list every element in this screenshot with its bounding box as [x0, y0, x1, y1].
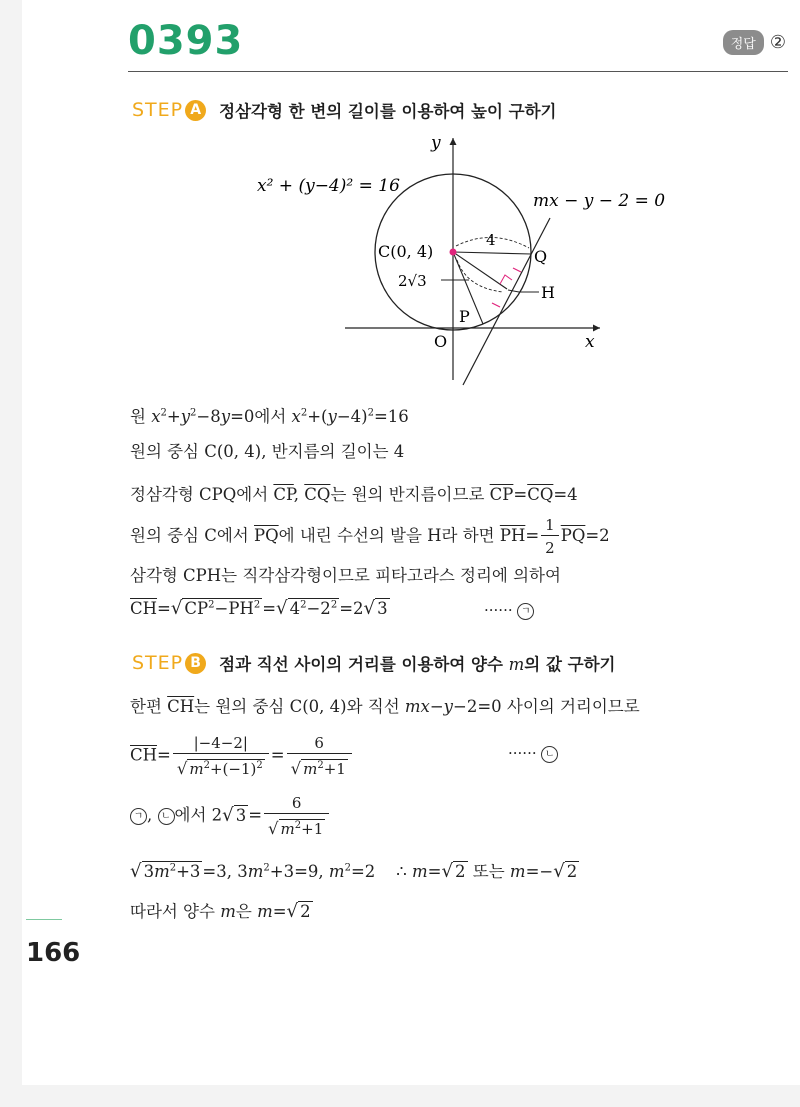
- step-a-line-3: 정삼각형 CPQ에서 $\overline{CP}$, $\overline{CQ}$는 원의 반지름이므로 $\overline{CP}=\overline{CQ}=4$: [130, 485, 578, 504]
- text-from-center: 원의 중심 C에서: [130, 526, 249, 545]
- circled-mark-nieun: ㄴ: [158, 808, 175, 825]
- step-a-line-2: 원의 중심 C(0, 4), 반지름의 길이는 4: [130, 442, 405, 461]
- step-title: [219, 651, 615, 675]
- center-point: [450, 249, 457, 256]
- step-a-line-5: 삼각형 CPH는 직각삼각형이므로 피타고라스 정리에 의하여: [130, 566, 561, 585]
- step-a-line-6: $\overline{CH}=√$ $CP^2-\overline{PH}^2$ =√ $4^2-2^2 =2√$ 3: [130, 598, 388, 619]
- dots: ······: [508, 744, 537, 762]
- tick-mark-ph: [492, 303, 500, 307]
- step-b-line-3: ㄱ , ㄴ 에서 2√ 3 = $\frac{6}{√ m^2+1}$: [130, 793, 331, 839]
- step-b-line-4: √ $3m^2+3 =3$, $3m^2+3=9$, $m^2=2$ ∴ m=√ 2 또는 m=−√ 2: [130, 861, 578, 882]
- problem-number: 0393: [128, 18, 244, 64]
- text-therefore-positive: 따라서 양수: [130, 902, 215, 921]
- step-title-var: m: [508, 655, 525, 674]
- step-letter-badge: A: [185, 100, 206, 121]
- text-distance-reason: 사이의 거리이므로: [506, 697, 640, 716]
- tick-mark-hq: [513, 268, 521, 272]
- line-equation-label: mx − y − 2 = 0: [533, 191, 666, 211]
- circle-line-diagram: [245, 128, 675, 390]
- page-number-rule: [26, 919, 62, 920]
- h-pointer: [508, 290, 519, 292]
- step-a-heading: [132, 98, 556, 122]
- text-won: 원: [130, 407, 146, 426]
- text-radius-reason: 는 원의 반지름이므로: [330, 485, 485, 504]
- text-eun: 은: [235, 902, 252, 921]
- text-foot-h: 에 내린 수선의 발을 H라 하면: [278, 526, 495, 545]
- line-mx-y-2: [463, 218, 550, 385]
- page-edge-shade: [0, 0, 22, 1085]
- text-triangle-cpq: 정삼각형 CPQ에서: [130, 485, 269, 504]
- equation-ref-2: [508, 744, 558, 763]
- step-b-line-5: 따라서 양수 m은 m=√ 2: [130, 901, 311, 922]
- step-word: STEP: [132, 99, 184, 121]
- point-p-label: P: [459, 307, 470, 326]
- point-q-label: Q: [534, 247, 548, 266]
- step-b-line-1: 한편 $\overline{CH}$는 원의 중심 C(0, 4)와 직선 mx−y−2=0 사이의 거리이므로: [130, 697, 640, 716]
- step-title: 정삼각형 한 변의 길이를 이용하여 높이 구하기: [219, 102, 557, 121]
- text-hanpyeon: 한편: [130, 697, 162, 716]
- answer-tag: [723, 30, 786, 55]
- circled-mark-nieun: ㄴ: [541, 746, 558, 763]
- equation-ref-1: [484, 601, 534, 620]
- dots: ······: [484, 601, 513, 619]
- step-letter-badge: B: [185, 653, 206, 674]
- page-number: 166: [26, 938, 81, 968]
- text-eseo: 에서: [254, 407, 287, 426]
- circled-mark-giyeok: ㄱ: [130, 808, 147, 825]
- answer-value: ②: [769, 32, 786, 53]
- text-or: 또는: [472, 862, 505, 881]
- step-b-heading: [132, 651, 615, 675]
- right-angle-mark: [500, 275, 512, 284]
- text-eseo: 에서: [174, 805, 207, 825]
- height-label: 2√3: [398, 272, 427, 290]
- center-label: C(0, 4): [378, 242, 434, 261]
- origin-label: O: [434, 332, 448, 351]
- x-axis-label: x: [585, 332, 595, 352]
- step-title-prefix: 점과 직선 사이의 거리를 이용하여 양수: [219, 655, 503, 674]
- text-distance-desc: 는 원의 중심 C(0, 4)와 직선: [194, 697, 400, 716]
- step-a-line-1: 원 $x^2+y^2-8y=0$에서 $x^2+(y-4)^2=16$: [130, 407, 409, 426]
- step-title-suffix: 의 값 구하기: [524, 655, 616, 674]
- y-axis-label: y: [431, 133, 441, 153]
- segment-cq: [453, 252, 531, 254]
- circle-equation-label: x² + (y−4)² = 16: [257, 176, 400, 196]
- circled-mark-giyeok: ㄱ: [517, 603, 534, 620]
- page-bottom-shade: [0, 1085, 800, 1107]
- header-divider: [128, 71, 788, 72]
- length-arc-height: [457, 260, 503, 292]
- step-word: STEP: [132, 652, 184, 674]
- step-b-line-2: $\overline{CH}=$ $\frac{|-4-2|}{√ m^2+(-1)^2}$ = $\frac{6}{√ m^2+1}$: [130, 733, 354, 779]
- point-h-label: H: [541, 283, 555, 302]
- chord-length-label: 4: [486, 231, 496, 249]
- step-a-line-4: 원의 중심 C에서 $\overline{PQ}$에 내린 수선의 발을 H라 하면 $\overline{PH}=$ $\frac{1}{2}$ $\overline{PQ}=2$: [130, 516, 610, 557]
- answer-badge: 정답: [723, 30, 764, 55]
